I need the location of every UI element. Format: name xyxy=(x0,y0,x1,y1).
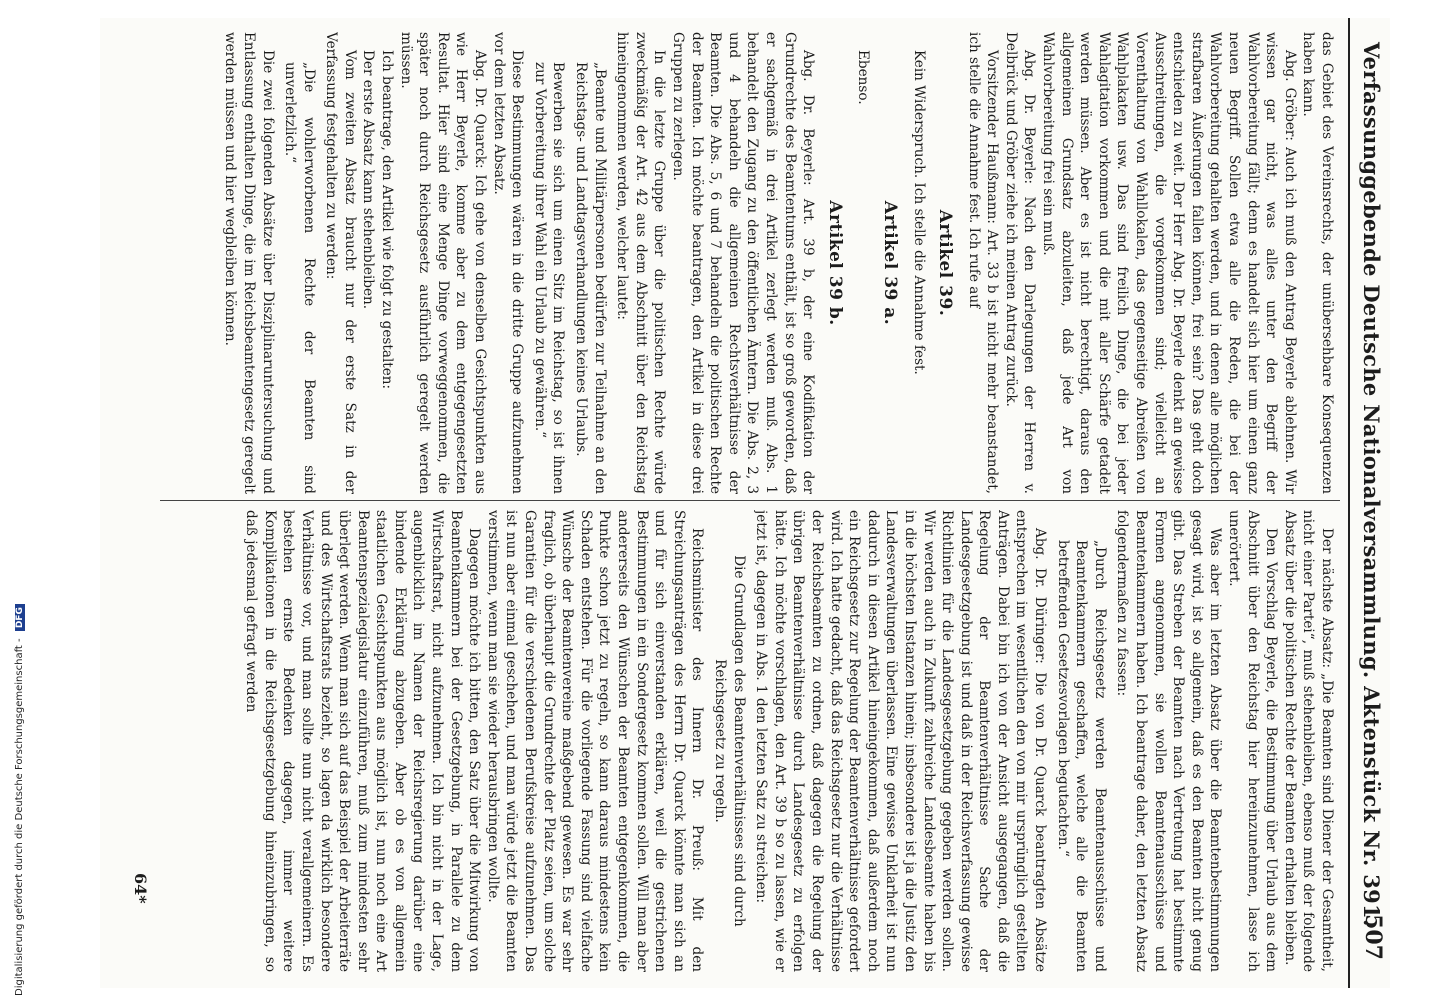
page-header xyxy=(1348,18,1390,988)
signature-mark: 64* xyxy=(131,873,150,904)
right-column xyxy=(156,510,1336,972)
digitization-text: Digitalisierung gefördert durch die Deutsche Forschungsgemeinschaft - xyxy=(14,638,25,996)
paragraph: Vom zweiten Absatz braucht nur der erste Satz in der Verfassung festgehalten zu werden: xyxy=(323,32,358,494)
paragraph: Dagegen möchte ich bitten, den Satz über die Mitwirkung von Beamtenkammern bei der Gesetzgebung, in Parallele zu dem Wirtschaftsrat, nicht aufzunehmen. Ich bin nicht in der Lage, augenblicklich im Namen der Reichsregierung darüber eine bindende Erklärung abzugeben. Aber ob es von allgemein staatlichen Gesichtspunkten aus möglich ist, nun noch eine Art Beamtenspezialegislatur einzuführen, muß zum mindesten sehr überlegt werden. Wenn man sich auf das Beispiel der Arbeiterräte und des Wirtschaftsrats bezieht, so lagen da wirklich besondere Verhältnisse vor, und man sollte nun nicht verallgemeinern. Es bestehen ernste Bedenken dagegen, immer weitere Komplikationen in die Reichsgesetzgebung hineinzubringen, so daß jedesmal gefragt werden xyxy=(243,510,483,972)
centered-passage: Die Grundlagen des Beamtenverhältnisses sind durch Reichsgesetz zu regeln. xyxy=(712,555,747,927)
paragraph: Der nächste Absatz: „Die Beamten sind Diener der Gesamtheit, nicht einer Partei“, muß stehenbleiben, ebenso muß der folgende Absatz über die politischen Rechte der Beamten erhalten bleiben. xyxy=(1281,510,1335,972)
document-page xyxy=(100,18,1390,988)
paragraph: Abg. Dr. Beyerle: Art. 39 b, der eine Kodifikation der Grundrechte des Beamtentums enthält, ist so groß geworden, daß er sachgemäß in drei Artikel zerlegt werden muß. Abs. 1 behandelt den Zugang zu den öffentlichen Ämtern. Die Abs. 2, 3 und 4 behandeln die allgemeinen Rechtsverhältnisse der Beamten. Die Abs. 5, 6 und 7 behandeln die politischen Rechte der Beamten. Ich möchte beantragen, den Artikel in diese drei Gruppen zu zerlegen. xyxy=(670,32,817,494)
column-divider xyxy=(160,500,1340,501)
paragraph: Die zwei folgenden Absätze über Disziplinaruntersuchung und Entlassung enthalten Dinge, die im Reichsbeamtengesetz geregelt werden müssen und hier wegbleiben können. xyxy=(222,32,276,494)
paragraph: Den Vorschlag Beyerle, die Bestimmung über Urlaub aus dem Abschnitt über den Reichstag hier hereinzunehmen, lasse ich unerörtert. xyxy=(1226,510,1280,972)
article-heading: Artikel 39. xyxy=(935,209,956,317)
page-title: Verfassunggebende Deutsche Nationalversammlung. Aktenstück Nr. 391. xyxy=(1359,42,1384,927)
paragraph: das Gebiet des Vereinsrechts, der unübersehbare Konsequenzen haben kann. xyxy=(1300,32,1335,494)
paragraph: Ich beantrage, den Artikel wie folgt zu gestalten: xyxy=(379,50,396,390)
paragraph: Was aber im letzten Absatz über die Beamtenbestimmungen gesagt wird, ist so allgemein, daß es den Beamten nicht genug gibt. Das Streben der Beamten nach Vertretung hat bestimmte Formen angenommen, sie wollen Beamtenausschüsse und Beamtenkammern haben. Ich beantrage daher, den letzten Absatz folgendermaßen zu fassen: xyxy=(1114,510,1224,972)
paragraph: Diese Bestimmungen wären in die dritte Gruppe aufzunehmen vor dem letzten Absatz. xyxy=(490,32,526,494)
page-number: 507 xyxy=(1360,914,1386,960)
digitization-note xyxy=(14,604,25,996)
paragraph: Der erste Absatz kann stehenbleiben. xyxy=(360,50,377,310)
paragraph: Abg. Gröber: Auch ich muß den Antrag Beyerle ablehnen. Wir wissen gar nicht, was alles unter den Begriff der Wahlvorbereitung fällt; denn es handelt sich hier um einen ganz neuen Begriff. Sollen etwa alle die Reden, die bei der Wahlvorbereitung gehalten werden, und in denen alle möglichen strafbaren Äußerungen fallen können, frei sein? Das geht doch entschieden zu weit. Der Herr Abg. Dr. Beyerle denkt an gewisse Ausschreitungen, die vorgekommen sind; vielleicht an Vorenthaltung von Wahllokalen, das gegenseitige Abreißen von Wahlplakaten usw. Das sind freilich Dinge, die bei jeder Wahlagitation vorkommen und die mit aller Schärfe getadelt werden müssen. Aber es ist nicht berechtigt, daraus den allgemeinen Grundsatz abzuleiten, daß jede Art von Wahlvorbereitung frei sein muß. xyxy=(1040,32,1298,494)
quoted-passage: „Durch Reichsgesetz werden Beamtenausschüsse und Beamtenkammern geschaffen, welche alle die Beamten betreffenden Gesetzesvorlagen begutachten.“ xyxy=(1054,540,1108,972)
paragraph: Abg. Dr. Düringer: Die von Dr. Quarck beantragten Absätze entsprechen im wesentlichen den von mir ursprünglich gestellten Anträgen. Dabei bin ich von der Ansicht ausgegangen, daß die Regelung der Beamtenverhältnisse Sache der Landesgesetzgebung ist und daß in der Reichsverfassung gewisse Richtlinien für die Landesgesetzgebung gegeben werden sollen. Wir werden auch in Zukunft zahlreiche Landesbeamte haben bis in die höchsten Instanzen hinein; insbesondere ist ja die Justiz den Landesverwaltungen überlassen. Eine gewisse Unklarheit ist nun dadurch in diesen Artikel hineingekommen, daß außerdem noch ein Reichsgesetz zur Regelung der Beamtenverhältnisse gefordert wird. Ich hatte gedacht, daß das Reichsgesetz nur die Verhältnisse der Reichsbeamten zu ordnen, daß dagegen die Regelung der übrigen Beamtenverhältnisse durch Landesgesetz zu erfolgen hätte. Ich möchte vorschlagen, den Art. 39 b so zu lassen, wie er jetzt ist, dagegen in Abs. 1 den letzten Satz zu streichen: xyxy=(753,510,1049,972)
paragraph: Ebenso. xyxy=(855,50,872,105)
quoted-passage: Bewerben sie sich um einen Sitz im Reichstag, so ist ihnen zur Vorbereitung ihrer Wahl ein Urlaub zu gewähren.“ xyxy=(531,62,567,494)
paragraph: In die letzte Gruppe über die politischen Rechte würde zweckmäßig der Art. 42 aus dem Abschnitt über den Reichstag hineingenommen werden, welcher lautet: xyxy=(614,32,668,494)
dfg-logo: DFG xyxy=(15,604,25,631)
paragraph: Reichsminister des Innern Dr. Preuß: Mit den Streichungsanträgen des Herrn Dr. Quarck könnte man sich an und für sich einverstanden erklären, weil die gestrichenen Bestimmungen in ein Sondergesetz kommen sollen. Will man aber andererseits den Wünschen der Beamten entgegenkommen, die Punkte schon jetzt zu regeln, so kann daraus mindestens kein Schaden entstehen. Für die vorliegende Fassung sind vielfache Wünsche der Beamtenvereine maßgebend gewesen. Es war sehr fraglich, ob überhaupt die Grundrechte der Platz seien, um solche Garantien für die verschiedenen Berufskreise aufzunehmen. Das ist nun aber einmal geschehen, und man würde jetzt die Beamten verstimmen, wenn man sie wieder herausbringen wollte. xyxy=(484,510,706,972)
quoted-passage: „Die wohlerworbenen Rechte der Beamten sind unverletzlich.“ xyxy=(282,62,317,494)
paragraph: Abg. Dr. Quarck: Ich gehe von denselben Gesichtspunkten aus wie Herr Beyerle, komme aber zu dem entgegengesetzten Resultat. Hier sind eine Menge Dinge vorweggenommen, die später noch durch Reichsgesetz ausführlich geregelt werden müssen. xyxy=(397,32,489,494)
paragraph: Vorsitzender Haußmann: Art. 33 b ist nicht mehr beanstandet, ich stelle die Annahme fest. Ich rufe auf xyxy=(965,32,1001,494)
paragraph: Abg. Dr. Beyerle: Nach den Darlegungen der Herren v. Delbrück und Gröber ziehe ich meinen Antrag zurück. xyxy=(1002,32,1038,494)
article-heading: Artikel 39 b. xyxy=(824,200,845,326)
article-heading: Artikel 39 a. xyxy=(879,200,900,326)
left-column xyxy=(156,32,1336,494)
quoted-passage: „Beamte und Militärpersonen bedürfen zur Teilnahme an den Reichstags- und Landtagsverhandlungen keines Urlaubs. xyxy=(573,62,608,494)
paragraph: Kein Widerspruch. Ich stelle die Annahme fest. xyxy=(910,50,927,375)
